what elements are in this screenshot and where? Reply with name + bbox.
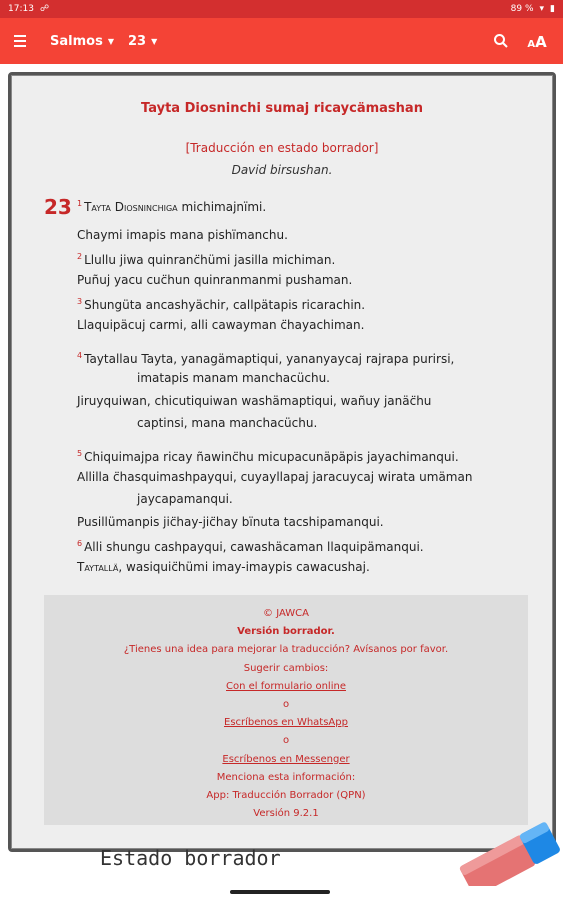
- status-time: 17:13: [8, 4, 34, 14]
- copyright: © JAWCA: [263, 608, 309, 619]
- verse-line[interactable]: $^3$ Shungüta ancashyächir, callpätapis ricarachin.: [77, 297, 366, 313]
- chevron-down-icon: ▼: [151, 36, 158, 46]
- verses: [77, 193, 547, 579]
- verse-number: 5: [77, 448, 83, 458]
- app-info: App: Traducción Borrador (QPN): [206, 789, 366, 801]
- battery-icon: ▮: [550, 4, 555, 14]
- verse-line[interactable]: $^5$ Chiquimajpa ricay ñawinc̈hu micupacunäpäpis jayachimanqui.: [77, 448, 459, 464]
- online-form-link[interactable]: Con el formulario online: [226, 680, 346, 692]
- draft-info-box: [44, 595, 528, 825]
- home-handle[interactable]: [230, 890, 330, 894]
- chapter-label: 23: [127, 33, 147, 49]
- page-title: Tayta Diosninchi sumaj ricaycämashan: [141, 101, 423, 116]
- page-author: David birsushan.: [231, 163, 333, 177]
- verse-number: 2: [77, 252, 83, 262]
- or-separator: o: [282, 735, 290, 747]
- verse-line[interactable]: $^2$ Llullu jiwa quinranc̈hümi jasilla michiman.: [77, 252, 336, 268]
- verse-line[interactable]: Pusillümanpis jic̈hay-jic̈hay bïnuta tacshipamanqui.: [77, 514, 384, 529]
- version-label: Versión borrador.: [237, 626, 335, 638]
- verse-line[interactable]: $^4$ Taytallau Tayta, yanagämaptiqui, yananyaycaj rajrapa purirsi,: [77, 350, 455, 366]
- chapter-number: 23: [44, 195, 72, 219]
- battery-text: 89 %: [510, 4, 534, 14]
- verse-line[interactable]: captinsi, mana manchacüchu.: [137, 416, 318, 431]
- menu-icon[interactable]: [14, 29, 38, 53]
- app-bar: [0, 18, 563, 64]
- verse-line[interactable]: Jiruyquiwan, chicutiquiwan washämaptiqui, wañuy janäc̈hu: [77, 393, 432, 408]
- or-separator: o: [282, 698, 290, 710]
- search-button[interactable]: [485, 25, 517, 57]
- suggest-label: Sugerir cambios:: [243, 662, 329, 674]
- verse-line[interactable]: $^1$ Tayta Diosninchiga michimajnïmi.: [77, 199, 267, 214]
- verse-line[interactable]: Puñuj yacu cuc̈hun quinranmanmi pushaman.: [77, 272, 353, 287]
- eraser-icon: [450, 822, 563, 892]
- verse-number: 3: [77, 297, 83, 307]
- system-nav-bar: [0, 886, 563, 900]
- verse-line[interactable]: $^6$ Alli shungu cashpayqui, cawashäcaman llaquipämanqui.: [77, 539, 424, 555]
- draft-state-label: Estado borrador: [100, 846, 281, 870]
- feedback-prompt: ¿Tienes una idea para mejorar la traducción? Avísanos por favor.: [123, 644, 449, 656]
- verse-line[interactable]: imatapis manam manchacüchu.: [137, 371, 330, 386]
- whatsapp-link[interactable]: Escríbenos en WhatsApp: [224, 717, 348, 729]
- link-status-icon: ☍: [39, 4, 50, 14]
- book-label: Salmos: [50, 33, 103, 49]
- search-icon: [493, 33, 509, 49]
- verse-line[interactable]: Taytallä, wasiquic̈hümi imay-imaypis cawacushaj.: [77, 559, 370, 574]
- status-bar: [0, 0, 563, 18]
- page-subtitle: [Traducción en estado borrador]: [185, 141, 379, 155]
- verse-line[interactable]: jaycapamanqui.: [137, 492, 233, 507]
- verse-line[interactable]: Llaquipäcuj carmi, alli cawayman c̈hayachiman.: [77, 317, 365, 332]
- messenger-link[interactable]: Escríbenos en Messenger: [222, 753, 350, 765]
- text-size-icon: AA: [527, 32, 547, 51]
- verse-line[interactable]: Allilla c̈hasquimashpayqui, cuyayllapaj jaracuycaj wirata umäman: [77, 469, 473, 484]
- reader-content[interactable]: [0, 64, 563, 886]
- text-size-button[interactable]: [521, 25, 553, 57]
- verse-number: 4: [77, 350, 83, 360]
- app-version: Versión 9.2.1: [253, 808, 319, 820]
- verse-number: 6: [77, 539, 83, 549]
- verse-number: 1: [77, 199, 83, 208]
- book-selector[interactable]: [50, 34, 114, 49]
- verse-line[interactable]: Chaymi imapis mana pishïmanchu.: [77, 227, 288, 242]
- chapter-selector[interactable]: [128, 34, 157, 49]
- draft-paper: [8, 72, 556, 852]
- wifi-icon: ▾: [539, 4, 545, 14]
- mention-label: Menciona esta información:: [216, 771, 356, 783]
- chevron-down-icon: ▼: [107, 36, 114, 46]
